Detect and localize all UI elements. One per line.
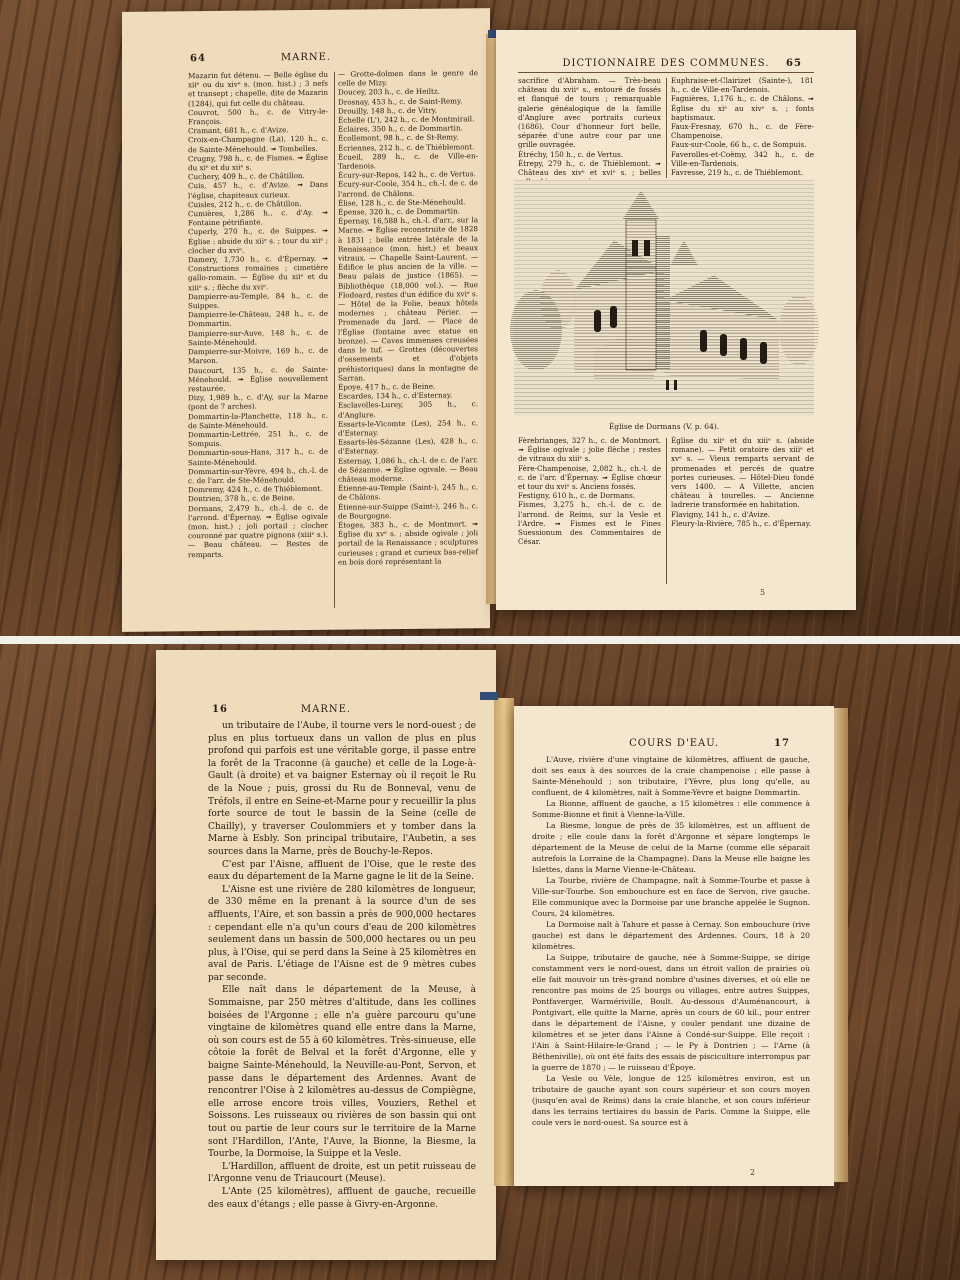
dictionary-entry: Écriennes, 212 h., c. de Thiéblemont.	[338, 141, 475, 153]
dictionary-entry: Dontrien, 378 h., c. de Beine.	[188, 493, 296, 504]
page-number: 64	[190, 53, 206, 65]
book-spine	[480, 692, 498, 700]
paragraph: La Biesme, longue de près de 35 kilomètres, est un affluent de droite ; elle coule dans la forêt d'Argonne et sépare longtemps le département de la Meuse de celui de la Marne (comme elle séparait autrefois la Lorraine de la Champagne). Dans la Meuse elle baigne les Islettes, dans la Marne Vienne-le-Château.	[532, 821, 810, 874]
dictionary-entry: Époye, 417 h., c. de Beine.	[338, 381, 436, 392]
dictionary-entry: Cuchery, 409 h., c. de Châtillon.	[188, 171, 305, 182]
dictionary-entry: Cramant, 681 h., c. d'Avize.	[188, 125, 289, 136]
dictionary-entry: Esternay, 1,086 h., ch.-l. de c. de l'arr. de Sézanne. ➟ Église ogivale. — Beau château moderne.	[338, 454, 478, 484]
dictionary-entry: Cuis, 457 h., c. d'Avize. ➟ Dans l'église, chapiteaux curieux.	[188, 180, 328, 200]
dictionary-entry: Crugny, 798 h., c. de Fismes. ➟ Église du xiᵉ et du xiiᵉ s.	[188, 152, 328, 173]
dictionary-entry: Cuisles, 212 h., c. de Châtillon.	[188, 198, 302, 210]
bottom-right-page	[514, 706, 834, 1186]
dictionary-entry: Dampierre-sur-Auve, 148 h., c. de Sainte-Ménehould.	[188, 327, 328, 348]
dictionary-entry: Domremy, 424 h., c. de Thiéblemont.	[188, 483, 323, 495]
page-number: 16	[212, 704, 228, 715]
top-photo	[0, 0, 960, 636]
dictionary-entry: Dormans, 2,479 h., ch.-l. de c. de l'arrond. d'Épernay. ➟ Église ogivale (mon. hist.) ; joli portail ; clocher couronné par quatre pignons (xiiiᵉ s.). — Beau château. — Restes de remparts.	[188, 502, 328, 559]
dictionary-entry: Fagnières, 1,176 h., c. de Châlons. ➟ Église du xiᵉ au xivᵉ s. ; fonts baptismaux.	[671, 94, 814, 122]
dictionary-entry: Écollemont, 98 h., c. de St-Remy.	[338, 132, 459, 144]
book-cover-edge	[834, 708, 848, 1182]
dictionary-entry: Festigny, 610 h., c. de Dormans.	[518, 491, 636, 501]
paragraph: La Suippe, tributaire de gauche, née à Somme-Suippe, se dirige constamment vers le nord-ouest, dans un étroit vallon de prairies où elle fait mouvoir un très-grand nombre d'usines diverses, et où elle ne rencontre pas moins de 25 bourgs ou villages, entre autres Suippes, Pontfaverger, Warmériville, Boult. Au-dessous d'Auménancourt, à Pontgivart, elle quitte la Marne, après un cours de 60 kil., pour entrer dans le département de l'Aisne, y couler pendant une dizaine de kilomètres et se jeter dans l'Aisne à Condé-sur-Suippe. Elle reçoit : l'Ain à Saint-Hilaire-le-Grand ; — le Py à Dontrien ; — l'Arne (à Bétheniville), où ont été faits des essais de pisciculture interrompus par la guerre de 1870 ; — le ruisseau d'Époye.	[532, 953, 810, 1072]
paragraph: L'Ante (25 kilomètres), affluent de gauche, recueille des eaux d'étangs ; elle passe à Givry-en-Argonne.	[208, 1186, 476, 1210]
book-gutter	[494, 698, 514, 1186]
dictionary-entry: Faux-Fresnay, 670 h., c. de Fère-Champenoise.	[671, 122, 814, 141]
dictionary-entry: Étienne-au-Temple (Saint-), 245 h., c. de Châlons.	[338, 482, 478, 503]
dictionary-entry: Église du xiiᵉ et du xiiiᵉ s. (abside romane). — Petit oratoire des xiiiᵉ et xvᵉ s. — Vieux remparts servant de promenades et percés de quatre portes curieuses. — Hôtel-Dieu fondé vers 1400. — A Villette, ancien château à tourelles. — Ancienne ladrerie transformée en habitation.	[671, 436, 814, 510]
top-right-page	[496, 30, 856, 610]
header-rule	[518, 72, 814, 73]
dictionary-entry: Écury-sur-Repos, 142 h., c. de Vertus.	[338, 169, 476, 180]
dictionary-entry: Écueil, 289 h., c. de Ville-en-Tardenois.	[338, 151, 478, 171]
column-rule	[666, 438, 667, 584]
dictionary-entry: Cuperly, 270 h., c. de Suippes. ➟ Église : abside du xiiᵉ s. ; tour du xiiᵉ ; clocher du xviᵉ.	[188, 226, 328, 256]
dictionary-entry: Doucey, 203 h., c. de Heiltz.	[338, 87, 440, 98]
dictionary-entry: Fismes, 3,275 h., ch.-l. de c. de l'arrond. de Reims, sur la Vesle et l'Ardre. ➟ Fismes est le Fines Suessionum des Commentaires de César.	[518, 500, 661, 547]
page-body	[208, 720, 476, 1250]
page-number: 17	[774, 738, 790, 749]
dictionary-entry: Damery, 1,730 h., c. d'Épernay. ➟ Constructions romaines ; cimetière gallo-romain. — Église du xiiᵉ et du xiiiᵉ s. ; flèche du xviᵉ.	[188, 253, 328, 292]
paragraph: La Dormoise naît à Tahure et passe à Cernay. Son embouchure (rive gauche) est dans le département des Ardennes. Cours, 18 à 20 kilomètres.	[532, 920, 810, 951]
church-illustration	[514, 180, 814, 416]
dictionary-entry: Écury-sur-Coole, 354 h., ch.-l. de c. de l'arrond. de Châlons.	[338, 178, 478, 199]
dictionary-entry: Favresse, 219 h., c. de Thiéblemont.	[671, 168, 804, 178]
dictionary-entry: Dampierre-le-Château, 248 h., c. de Dommartin.	[188, 309, 328, 329]
dictionary-columns	[188, 68, 478, 611]
running-head: COURS D'EAU.	[629, 738, 719, 749]
dictionary-entry: Euphraise-et-Clairizet (Sainte-), 181 h., c. de Ville-en-Tardenois.	[671, 76, 814, 95]
dictionary-entry: Cumières, 1,286 h., c. d'Ay. ➟ Fontaine pétrifiante.	[188, 207, 328, 228]
engraving-caption: Église de Dormans (V. p. 64).	[608, 422, 720, 431]
paragraph: La Bionne, affluent de gauche, a 15 kilomètres : elle commence à Somme-Bionne et finit à Vienne-la-Ville.	[532, 799, 810, 819]
page-body	[532, 754, 810, 1174]
dictionary-column-1	[518, 76, 661, 180]
dictionary-entry: Esclavolles-Lurey, 305 h., c. d'Anglure.	[338, 399, 478, 420]
dictionary-entry: Épense, 320 h., c. de Dommartin.	[338, 206, 461, 217]
signature-mark: 5	[760, 588, 766, 597]
dictionary-entry: Escardes, 134 h., c. d'Esternay.	[338, 390, 453, 401]
paragraph: C'est par l'Aisne, affluent de l'Oise, que le reste des eaux du département de la Marne gagne le lit de la Seine.	[208, 859, 476, 883]
dictionary-entry: Dampierre-sur-Moivre, 169 h., c. de Marson.	[188, 345, 328, 366]
dictionary-column-1	[188, 70, 328, 611]
dictionary-entry: sacrifice d'Abraham. — Très-beau château du xviiᵉ s., entouré de fossés et flanqué de tours ; remarquable galerie généalogique de la famille d'Anglure avec portraits curieux (1686). Cour d'honneur fort belle, séparée d'une autre cour par une grille ouvragée.	[518, 76, 661, 150]
signature-mark: 2	[750, 1168, 756, 1177]
dictionary-entry: — Grotte-dolmen dans le genre de celle de Mizy.	[338, 68, 478, 88]
column-rule	[666, 78, 667, 178]
dictionary-entry: Étienne-sur-Suippe (Saint-), 246 h., c. de Bourgogne.	[338, 500, 478, 521]
paragraph: L'Aisne est une rivière de 280 kilomètres de longueur, de 330 même en la prenant à la source d'un de ses affluents, l'Aire, et son bassin a près de 900,000 hectares : cependant elle n'a qu'un cours d'eau de 200 kilomètres seulement dans un bassin de 500,000 hectares ou un peu plus, à l'Oise, qui se perd dans la Seine à 25 kilomètres en aval de Paris. L'étiage de l'Aisne est de 9 mètres cubes par seconde.	[208, 884, 476, 983]
dictionary-entry: Dommartin-sur-Yèvre, 494 h., ch.-l. de c. de l'arr. de Ste-Ménehould.	[188, 465, 328, 486]
dictionary-entry: Essarts-le-Vicomte (Les), 254 h., c. d'Esternay.	[338, 417, 478, 438]
paragraph: L'Hardillon, affluent de droite, est un petit ruisseau de l'Argonne venu de Triaucourt (Meuse).	[208, 1161, 476, 1185]
dictionary-entry: Élise, 128 h., c. de Ste-Ménehould.	[338, 197, 466, 208]
dictionary-entry: Faverolles-et-Coëmy, 342 h., c. de Ville-en-Tardenois.	[671, 149, 814, 168]
paragraph: La Vesle ou Vèle, longue de 125 kilomètres environ, est un tributaire de gauche ayant son cours supérieur et son cours moyen (jusqu'en aval de Reims) dans la craie blanche, et son cours inférieur dans les terrains tertiaires du bassin de Paris. Comme la Suippe, elle coule vers le nord-ouest. Sa source est à	[532, 1074, 810, 1127]
running-head: DICTIONNAIRE DES COMMUNES.	[562, 58, 770, 69]
dictionary-entry: Mazarin fut détenu. — Belle église du xiiᵉ ou du xivᵉ s. (mon. hist.) ; 3 nefs et transept ; chapelle, dite de Mazarin (1284), qui fut celle du château.	[188, 69, 328, 108]
dictionary-entry: Dommartin-Lettrée, 251 h., c. de Sompuis.	[188, 428, 328, 449]
dictionary-entry: Drosnay, 453 h., c. de Saint-Remy.	[338, 95, 463, 107]
dictionary-entry: Fère-Champenoise, 2,082 h., ch.-l. de c. de l'arr. d'Épernay. ➟ Église chœur et tour du xviᵉ s. Anciens fossés.	[518, 463, 661, 492]
church-engraving	[514, 180, 814, 416]
paragraph: Elle naît dans le département de la Meuse, à Sommaisne, par 250 mètres d'altitude, dans les collines boisées de l'Argonne ; elle n'a guère parcouru qu'une vingtaine de kilomètres quand elle entre dans la Marne, où son cours est de 55 à 60 kilomètres. Très-sinueuse, elle côtoie la forêt de Belval et la forêt d'Argonne, elle y baigne Sainte-Ménehould, la Neuville-au-Pont, Servon, et passe dans le département des Ardennes. Avant de rencontrer l'Oise à 2 kilomètres au-dessus de Compiègne, elle arrose encore trois villes, Vouziers, Rethel et Soissons. Les ruisseaux ou rivières de son bassin qui ont tout ou partie de leur cours sur le territoire de la Marne sont l'Hardillon, l'Ante, l'Auve, la Bionne, la Biesme, la Tourbe, la Dormoise, la Suippe et la Vesle.	[208, 985, 476, 1160]
dictionary-entry: Couvrot, 500 h., c. de Vitry-le-François.	[188, 106, 328, 127]
dictionary-column-2	[338, 68, 478, 609]
dictionary-entry: Dampierre-au-Temple, 84 h., c. de Suippes.	[188, 290, 328, 311]
dictionary-column-4	[671, 436, 814, 586]
running-head: MARNE.	[300, 704, 352, 715]
dictionary-entry: Flavigny, 141 h., c. d'Avize.	[671, 509, 771, 519]
dictionary-entry: Dizy, 1,989 h., c. d'Ay, sur la Marne (pont de 7 arches).	[188, 391, 328, 412]
dictionary-entry: Drouilly, 148 h., c. de Vitry.	[338, 105, 438, 116]
dictionary-entry: Dommartin-sous-Hans, 317 h., c. de Sainte-Ménehould.	[188, 447, 328, 467]
dictionary-entry: Fleury-la-Rivière, 785 h., c. d'Épernay.	[671, 518, 812, 528]
column-rule	[334, 72, 335, 608]
paragraph: La Tourbe, rivière de Champagne, naît à Somme-Tourbe et passe à Ville-sur-Tourbe. Son embouchure est en face de Servon, rive gauche. Elle communique avec la Dormoise par une branche appelée le Sugnon. Cours, 24 kilomètres.	[532, 876, 810, 918]
bottom-photo	[0, 644, 960, 1280]
dictionary-entry: Essarts-lès-Sézanne (Les), 428 h., c. d'Esternay.	[338, 436, 478, 456]
paragraph: L'Auve, rivière d'une vingtaine de kilomètres, affluent de gauche, doit ses eaux à des sources de la craie champenoise ; elle passe à Sainte-Ménehould ; son tributaire, l'Yèvre, plus long qu'elle, au confluent, de 4 kilomètres, naît à Somme-Yèvre et baigne Dommartin.	[532, 755, 810, 797]
bottom-left-page	[156, 650, 496, 1260]
page-number: 65	[786, 58, 802, 69]
top-left-page	[122, 8, 490, 632]
paragraph: un tributaire de l'Aube, il tourne vers le nord-ouest ; de plus en plus tortueux dans un vallon de plus en plus profond qui parfois est une véritable gorge, il passe entre la forêt de la Traconne (à gauche) et celle de la Loge-à-Gault (à droite) et va baigner Esternay où il reçoit le Ru de la Noue ; puis, grossi du Ru de Bonneval, venu de Tréfols, il entre en Seine-et-Marne pour y recueillir la plus forte source de tout le bassin de la Seine (celle de Chailly), y traverser Coulommiers et y tomber dans la Marne à Esbly. Son principal tributaire, l'Aubetin, a ses sources dans la Marne, près de Bouchy-le-Repos.	[208, 721, 476, 857]
dictionary-column-3	[518, 436, 661, 586]
dictionary-entry: Éclaires, 350 h., c. de Dommartin.	[338, 123, 463, 134]
dictionary-entry: Daucourt, 135 h., c. de Sainte-Ménehould. ➟ Église nouvellement restaurée.	[188, 364, 328, 394]
dictionary-column-2	[671, 76, 814, 180]
dictionary-entry: Épernay, 16,588 h., ch.-l. d'arr., sur la Marne. ➟ Église reconstruite de 1828 à 1831 ; belle entrée latérale de la Renaissance (mon. hist.) et beaux vitraux. — Chapelle Saint-Laurent. — Édifice le plus ancien de la ville. — Beau palais de justice (1865). — Bibliothèque (18,000 vol.). — Rue Flodoard, restes d'un édifice du xviᵉ s. — Hôtel de la Folie, beaux hôtels modernes ; château Périer. — Promenade du Jard. — Place de l'Église (fontaine avec statue en bronze). — Caves immenses creusées dans le tuf. — Grottes (découvertes d'ossements et d'objets préhistoriques) dans la montagne de Sarran.	[338, 215, 478, 383]
running-head: MARNE.	[280, 51, 332, 64]
photo-separator	[0, 636, 960, 644]
dictionary-entry: Fèrebrianges, 327 h., c. de Montmort. ➟ Église ogivale ; jolie flèche ; restes de vitraux du xiiiᵉ s.	[518, 436, 661, 464]
dictionary-entry: Dommartin-la-Planchette, 118 h., c. de Sainte-Ménehould.	[188, 410, 328, 430]
dictionary-entry: Étrepy, 279 h., c. de Thiéblemont. ➟ Château des xivᵉ et xviᵉ s. ; belles	[518, 158, 661, 178]
dictionary-entry: Étréchy, 150 h., c. de Vertus.	[518, 149, 624, 159]
dictionary-entry: Étoges, 383 h., c. de Montmort. ➟ Église du xvᵉ s. ; abside ogivale ; joli portail de la Renaissance ; sculptures curieuses ; grand et curieux bas-relief en bois doré représentant la	[338, 519, 478, 567]
dictionary-entry: Faux-sur-Coole, 66 h., c. de Sompuis.	[671, 140, 807, 150]
dictionary-entry: Échelle (L'), 242 h., c. de Montmirail.	[338, 114, 475, 125]
dictionary-entry: Croix-en-Champagne (La), 120 h., c. de Sainte-Ménehould. ➟ Tombelles.	[188, 134, 328, 154]
